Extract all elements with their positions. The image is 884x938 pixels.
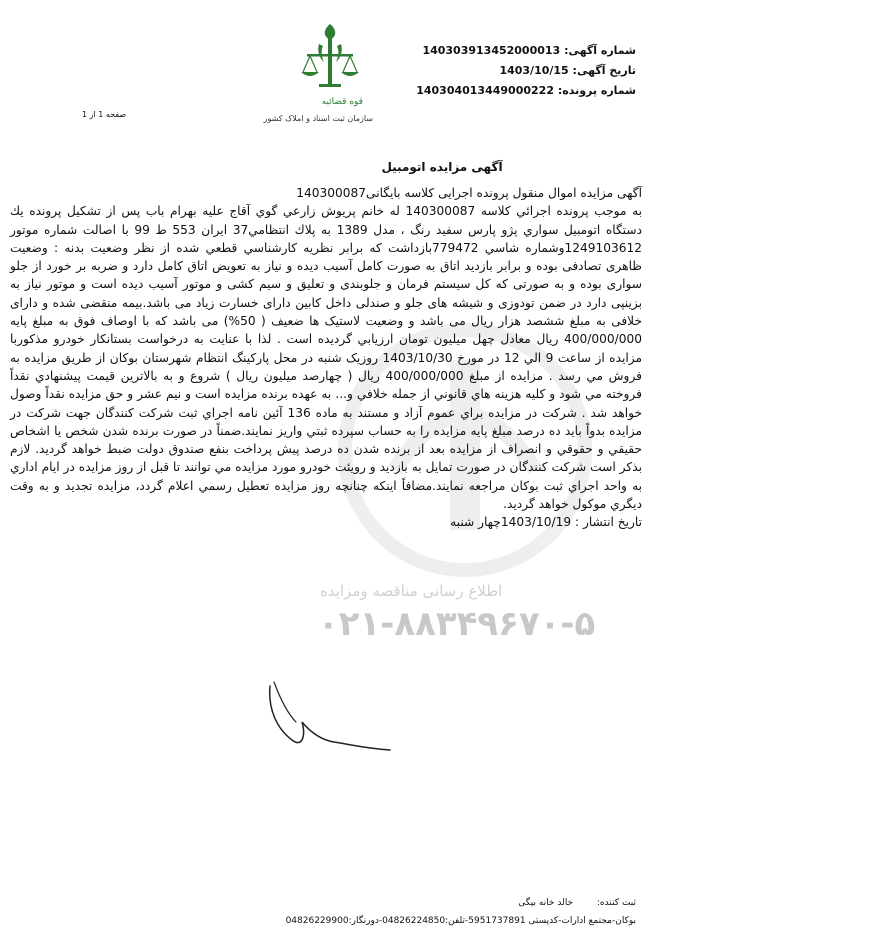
handwritten-signature: [262, 678, 397, 753]
judiciary-logo: [263, 20, 378, 128]
svg-text:قوه قضائیه: قوه قضائیه: [321, 97, 363, 107]
notice-meta: [416, 41, 636, 101]
file-number-row: [416, 81, 636, 101]
file-number: 140304013449000222: [416, 84, 554, 97]
watermark-text: اطلاع رسانی مناقصه ومزایده: [320, 582, 503, 600]
notice-date-row: [416, 61, 636, 81]
registrar-row: [286, 894, 636, 912]
notice-number-label: شماره آگهی:: [564, 44, 636, 57]
footer: [286, 894, 636, 930]
notice-number: 140303913452000013: [422, 44, 561, 57]
office-address: بوکان-مجتمع ادارات-کدپستی 5951737891-تلفن:04826224850-دورنگار:04826229900: [285, 916, 636, 926]
body-paragraph-2: به موجب پرونده اجرائي كلاسه 140300087 له خانم پريوش زارعي گوي آقاج عليه بهرام باب پس از تشكيل پرونده يك دستگاه اتومبيل سواري پژو پارس سفيد رنگ ، مدل 1389 به پلاك انتظامي37 ايران 553 ط 99 با اصالت شماره موتور 1249103612وشماره شاسي 779472بازداشت كه برابر نظريه كارشناسي قطعي شده از نظر وضعيت بدنه : وضعیت ظاهری تصادفی بوده و برابر بازدید اتاق به صورت کامل آسیب دیده و نیاز به تعویض اتاق کامل دارد و ضربه بر خورد از جلو سواری بوده و به صورتی که کل سیستم فرمان و جلوبندی و تعلیق و سیم کشی و موتور آسیب دیده است و موتور نیاز به بزینپی دارد در ضمن تودوزی و شیشه های جلو و صندلی داخل کابین دارای خسارت زیاد می باشد.بیمه منقضی شده و دارای خلافی به مبلغ ششصد هزار ریال می باشد و وضعیت لاستیک ها ضعیف ( 50%) می باشد که با اوصاف فوق به مبلغ پایه 400/000/000 ريال معادل چهل ميليون تومان ارزيابي گرديده است . لذا با عنايت به درخواست بستانكار خودرو مذكوربا مزايده از ساعت 9 الي 12 در مورخ 1403/10/30 روزيک شنبه در محل پاركينگ انتظام شهرستان بوكان از طريق مزايده به فروش مي رسد . مزايده از مبلغ 400/000/000 ريال ( چهارصد ميليون ريال ) شروع و به بالاترين قيمت پيشنهادي نقداً فروخته مي شود و كليه هزينه هاي قانوني از جمله خلافي و... به عهده برنده مزايده است و نيم عشر و حق مزايده نقداً وصول خواهد شد . شركت در مزايده براي عموم آزاد و مستند به ماده 136 آئين نامه اجراي ثبت شركت كنندگان جهت شركت در مزايده بدواً بايد ده درصد مبلغ پايه مزايده را به حساب سپرده ثبتي واريز نمايند.ضمناً در صورت برنده شدن شخص يا اشخاص حقيقي و حقوقي و انصراف از مزايده بعد از برنده شدن ده درصد پيش پرداخت بنفع صندوق دولت ضبط خواهد گرديد. لازم بذكر است شركت كنندگان در صورت تمايل به بازديد و رويئت خودرو مورد مزايده مي توانند تا قبل از روز مزايده در ايام اداري به واحد اجراي ثبت بوكان مراجعه نمايند.مضافاً اينكه چنانچه روز مزايده تعطيل رسمي اعلام گردد، مزايده تجديد و به وقت ديگري موكول خواهد گرديد.: [10, 204, 643, 512]
page-number: صفحه 1 از 1: [82, 110, 127, 119]
svg-text:سازمان ثبت اسناد و املاک کشور: سازمان ثبت اسناد و املاک کشور: [263, 114, 373, 123]
body-paragraph-1: آگهی مزایده اموال منقول پرونده اجرایی کلاسه بایگانی140300087: [296, 186, 642, 200]
notice-number-row: [416, 41, 636, 61]
watermark-phone: ۰۲۱-۸۸۳۴۹۶۷۰-۵: [318, 604, 596, 644]
notice-date-label: تاریخ آگهی:: [572, 64, 636, 77]
publish-date-line: تاریخ انتشار : 1403/10/19چهار شنبه: [450, 515, 642, 530]
notice-body: [10, 184, 642, 532]
file-number-label: شماره پرونده:: [557, 84, 636, 97]
page-title: آگهی مزایده اتومبیل: [381, 160, 503, 174]
notice-date: 1403/10/15: [499, 64, 569, 77]
registrar-label: ثبت کننده:: [596, 898, 636, 908]
registrar-name: خالد خانه بیگی: [518, 898, 574, 908]
